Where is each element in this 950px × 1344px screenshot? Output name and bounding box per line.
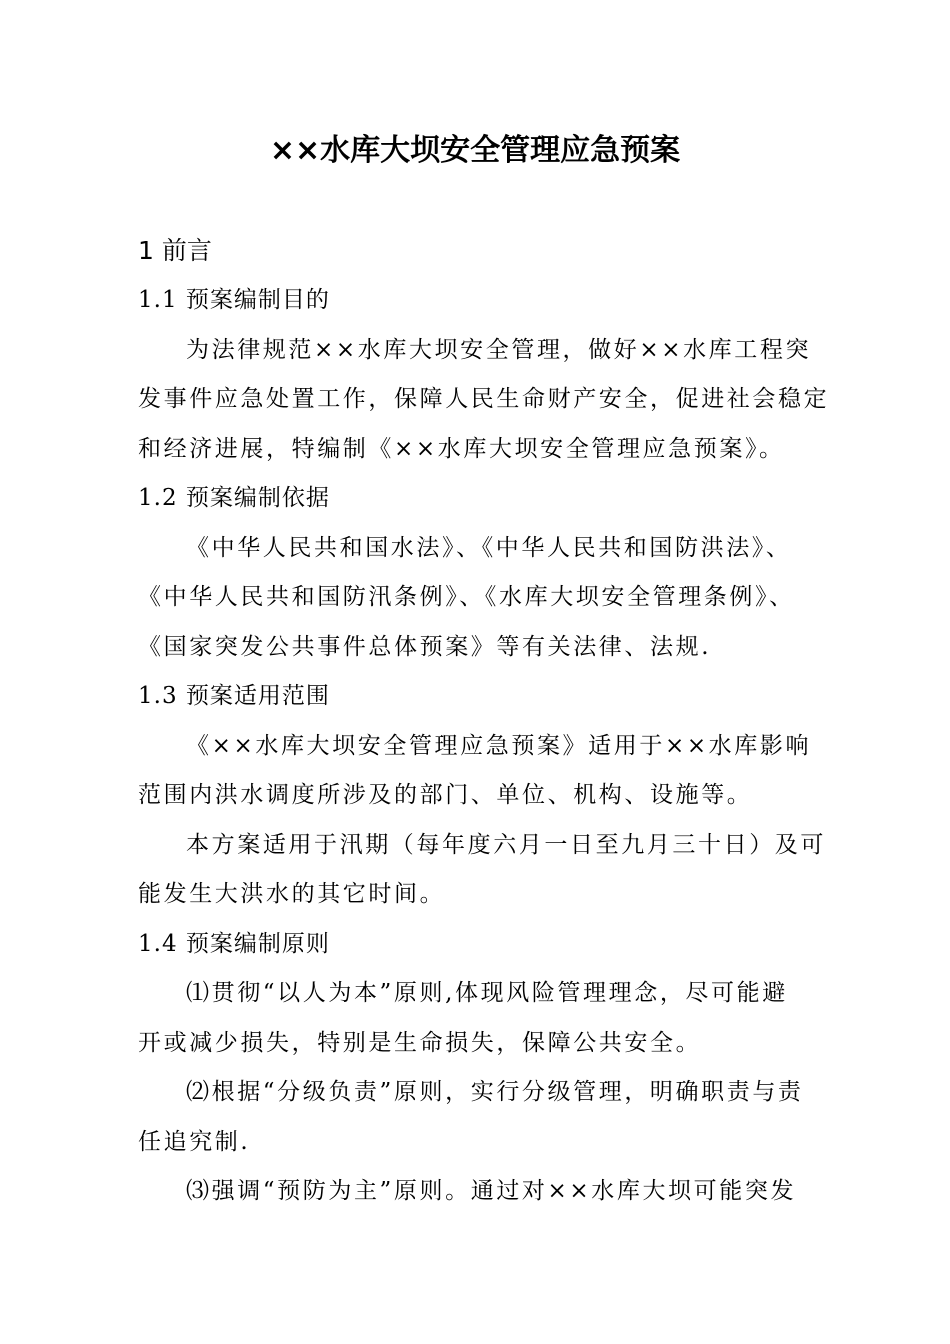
paragraph-line: 为法律规范××水库大坝安全管理，做好××水库工程突 [186, 337, 812, 363]
paragraph-line: 《××水库大坝安全管理应急预案》适用于××水库影响 [186, 733, 812, 759]
paragraph-line: 能发生大洪水的其它时间。 [138, 881, 446, 907]
paragraph-line: ⑵根据“分级负责”原则，实行分级管理，明确职责与责 [186, 1079, 804, 1105]
paragraph-line: 《中华人民共和国防汛条例》、《水库大坝安全管理条例》、 [138, 584, 795, 610]
paragraph-line: 本方案适用于汛期（每年度六月一日至九月三十日）及可 [186, 832, 826, 858]
paragraph-line: 范围内洪水调度所涉及的部门、单位、机构、设施等。 [138, 782, 753, 808]
section-heading-1-4: 1.4 预案编制原则 [138, 931, 330, 957]
document-title: ××水库大坝安全管理应急预案 [269, 133, 681, 168]
paragraph-line: 和经济进展，特编制《××水库大坝安全管理应急预案》。 [138, 436, 785, 462]
section-heading-1-1: 1.1 预案编制目的 [138, 287, 330, 313]
paragraph-line: ⑴贯彻“以人为本”原则,体现风险管理理念，尽可能避 [186, 980, 788, 1006]
paragraph-line: 开或减少损失，特别是生命损失，保障公共安全。 [138, 1030, 702, 1056]
section-heading-1: 1 前言 [138, 236, 212, 265]
paragraph-line: 《中华人民共和国水法》、《中华人民共和国防洪法》、 [186, 535, 792, 561]
paragraph-line: 任追究制. [138, 1129, 251, 1155]
paragraph-line: 《国家突发公共事件总体预案》等有关法律、法规. [138, 634, 712, 660]
paragraph-line: 发事件应急处置工作，保障人民生命财产安全，促进社会稳定 [138, 386, 830, 412]
section-heading-1-2: 1.2 预案编制依据 [138, 485, 330, 511]
paragraph-line: ⑶强调“预防为主”原则。通过对××水库大坝可能突发 [186, 1178, 797, 1204]
section-heading-1-3: 1.3 预案适用范围 [138, 683, 330, 709]
